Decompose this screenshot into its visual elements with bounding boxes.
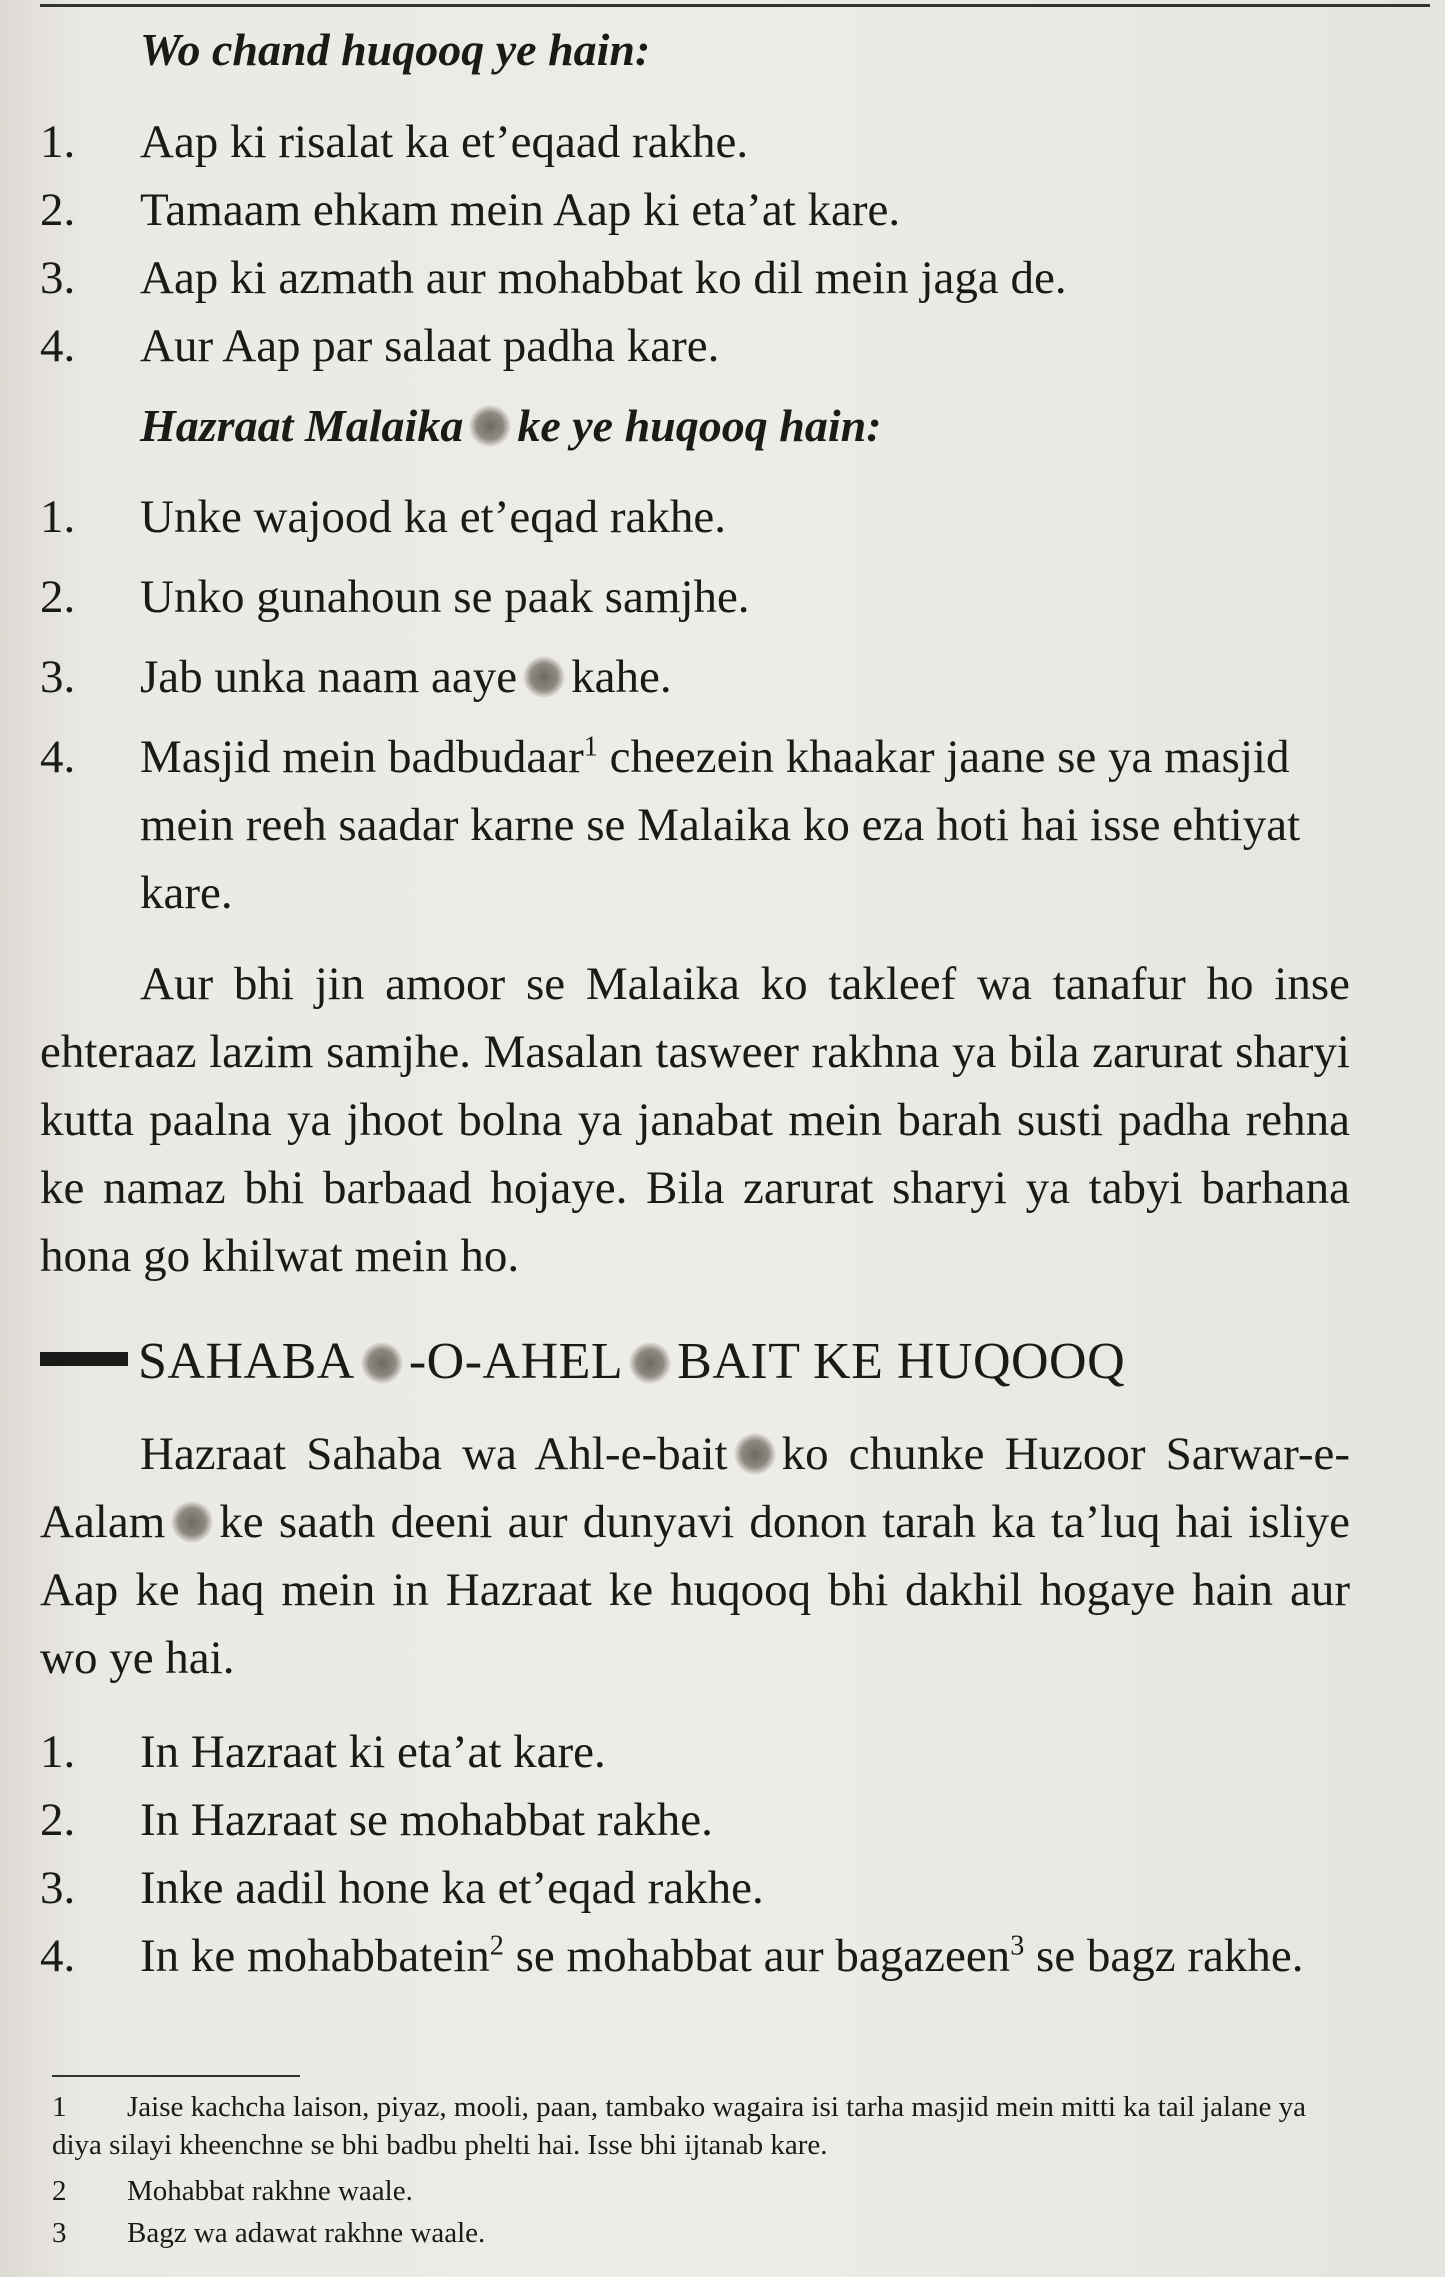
list-text: Tamaam ehkam mein Aap ki eta’at kare. [140, 184, 901, 236]
footnote-ref: 3 [1010, 1930, 1025, 1962]
text-run: kahe. [571, 651, 672, 703]
list-number: 3. [40, 651, 76, 703]
list-text: Unke wajood ka et’eqad rakhe. [140, 491, 726, 543]
text-run: se bagz rakhe. [1036, 1930, 1304, 1982]
list-number: 1. [40, 1726, 76, 1778]
list-number: 1. [40, 116, 76, 168]
list-number: 3. [40, 252, 76, 304]
heading-rights-of-prophet: Wo chand huqooq ye hain: [140, 24, 651, 75]
list-text: Aur Aap par salaat padha kare. [140, 320, 720, 372]
text-run: cheezein khaakar jaane se ya masjid mein reeh saadar karne se Malaika ko eza hoti hai isse ehtiyat kare. [140, 731, 1301, 919]
footnote-text: Mohabbat rakhne waale. [127, 2175, 413, 2207]
footnote-number: 1 [52, 2091, 67, 2123]
heading-text: ke ye huqooq hain: [517, 400, 882, 451]
list-number: 4. [40, 731, 76, 783]
arabic-honorific-icon [734, 1433, 776, 1475]
paragraph [40, 1420, 1350, 1692]
heading-rights-of-angels [140, 398, 882, 454]
heading-text: Hazraat Malaika [140, 400, 464, 451]
text-run: Jab unka naam aaye [140, 651, 518, 703]
footnote-rule [52, 2075, 300, 2077]
text-run: Hazraat Sahaba wa Ahl-e-bait [140, 1428, 728, 1480]
arabic-honorific-icon [469, 405, 511, 447]
heading-text: -O-AHEL [408, 1333, 624, 1390]
list-number: 4. [40, 1930, 76, 1982]
arabic-honorific-icon [171, 1501, 213, 1543]
footnote-text: Bagz wa adawat rakhne waale. [127, 2217, 486, 2249]
list-text [140, 643, 1370, 711]
list-number: 2. [40, 571, 76, 623]
text-run: In ke mohabbatein [140, 1930, 490, 1982]
arabic-honorific-icon [361, 1342, 403, 1384]
list-number: 3. [40, 1862, 76, 1914]
footnote-text: Jaise kachcha laison, piyaz, mooli, paan, tambako wagaira isi tarha masjid mein mitti ka tail jalane ya diya silayi kheenchne se bhi badbu phelti hai. Isse bhi ijtanab kare. [52, 2091, 1306, 2161]
section-bar [40, 1352, 128, 1366]
heading-text: SAHABA [138, 1333, 355, 1390]
footnote [52, 2214, 1362, 2252]
list-number: 4. [40, 320, 76, 372]
text-run: Masjid mein badbudaar [140, 731, 584, 783]
footnote [52, 2088, 1362, 2164]
section-heading [40, 1330, 1370, 1394]
list-text: In Hazraat se mohabbat rakhe. [140, 1794, 713, 1846]
list-text: Inke aadil hone ka et’eqad rakhe. [140, 1862, 764, 1914]
paragraph: Aur bhi jin amoor se Malaika ko takleef wa tanafur ho inse ehteraaz lazim samjhe. Masalan tasweer rakhna ya bila zarurat sharyi kutta paalna ya jhoot bolna ya janabat mein barah susti padha rehna ke namaz bhi barbaad hojaye. Bila zarurat sharyi ya tabyi barhana hona go khilwat mein ho. [40, 958, 1350, 1282]
arabic-honorific-icon [523, 656, 565, 698]
top-rule [40, 4, 1430, 7]
list-text: Unko gunahoun se paak samjhe. [140, 571, 750, 623]
list-number: 2. [40, 184, 76, 236]
footnote-ref: 1 [583, 731, 598, 763]
footnote-ref: 2 [489, 1930, 504, 1962]
footnote [52, 2172, 1362, 2210]
list-text [140, 1922, 1370, 1990]
arabic-honorific-icon [629, 1342, 671, 1384]
list-number: 2. [40, 1794, 76, 1846]
list-text: Aap ki azmath aur mohabbat ko dil mein jaga de. [140, 252, 1067, 304]
footnote-number: 2 [52, 2175, 67, 2207]
list-number: 1. [40, 491, 76, 543]
footnote-number: 3 [52, 2217, 67, 2249]
text-run: ko chunke Huzoor Sarwar-e-Aalam [40, 1428, 1350, 1548]
list-text: In Hazraat ki eta’at kare. [140, 1726, 606, 1778]
list-text [140, 723, 1370, 927]
text-run: ke saath deeni aur dunyavi donon tarah ka ta’luq hai isliye Aap ke haq mein in Hazraat ke huqooq bhi dakhil hogaye hain aur wo ye hai. [40, 1496, 1350, 1684]
heading-text: BAIT KE HUQOOQ [677, 1333, 1126, 1390]
text-run: se mohabbat aur bagazeen [515, 1930, 1011, 1982]
list-text: Aap ki risalat ka et’eqaad rakhe. [140, 116, 749, 168]
